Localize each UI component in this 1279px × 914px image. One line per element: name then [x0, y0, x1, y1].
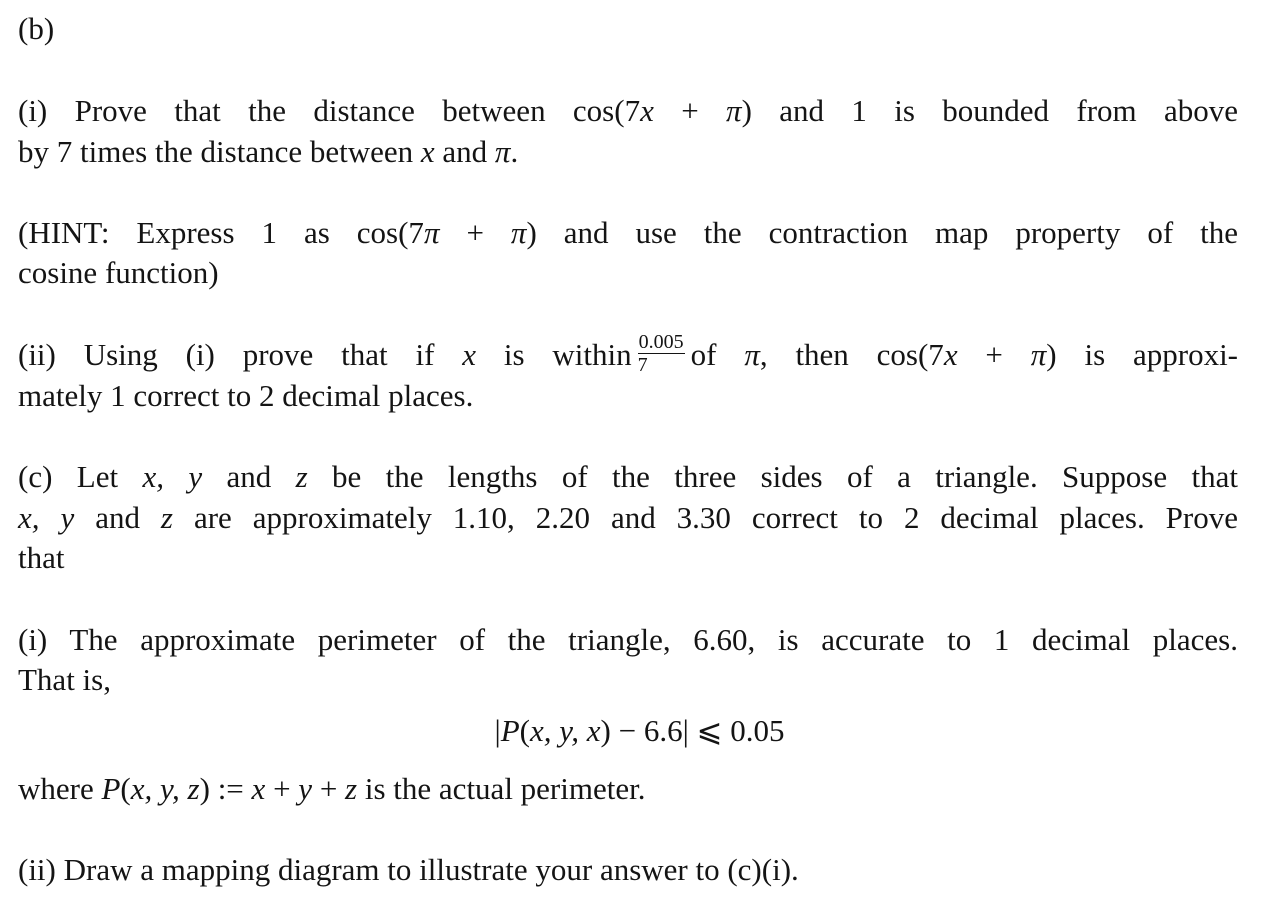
- c-line-1: [18, 458, 1238, 496]
- c-text: (c) Let: [18, 459, 143, 494]
- fraction: [638, 332, 685, 375]
- c-i-line-1: (i) The approximate perimeter of the triangle, 6.60, is accurate to 1 decimal places.: [18, 622, 1238, 657]
- math-x: x: [462, 337, 477, 372]
- fraction-numerator: 0.005: [638, 331, 684, 354]
- c-text: and: [74, 500, 161, 535]
- math-xy: x, y: [142, 459, 203, 494]
- hint-line-1: [18, 214, 1238, 252]
- where-text: ) :=: [199, 771, 252, 806]
- math-P: P: [101, 771, 121, 806]
- c-text: are approximately 1.10, 2.20 and 3.30 correct to 2 decimal places. Prove: [173, 500, 1238, 535]
- perimeter-definition: [18, 770, 645, 808]
- math-pi: π: [494, 134, 511, 169]
- math-x: x: [420, 134, 435, 169]
- c-text: be the lengths of the three sides of a triangle. Suppose that: [307, 459, 1238, 494]
- b-i-line-2: [18, 133, 518, 171]
- c-i-line-2: That is,: [18, 662, 111, 697]
- math-pi: π: [423, 215, 440, 250]
- b-i-text: .: [510, 134, 519, 169]
- math-pi: π: [1030, 337, 1047, 372]
- b-i-line-1: [18, 92, 1238, 130]
- math-z: z: [295, 459, 308, 494]
- where-text: (: [120, 771, 131, 806]
- math-P: P: [500, 713, 520, 748]
- b-ii-text: +: [957, 337, 1031, 372]
- eq-text: ) − 6.6| ⩽ 0.05: [600, 713, 785, 748]
- math-pi: π: [510, 215, 527, 250]
- c-line-3: that: [18, 540, 65, 575]
- c-text: and: [202, 459, 296, 494]
- part-b-label: (b): [18, 11, 55, 46]
- math-z: z: [160, 500, 173, 535]
- where-text: +: [265, 771, 299, 806]
- math-x: x: [943, 337, 958, 372]
- b-i-text: +: [653, 93, 727, 128]
- c-ii-line: (ii) Draw a mapping diagram to illustrate your answer to (c)(i).: [18, 852, 799, 887]
- c-line-2: [18, 499, 1238, 537]
- fraction-denominator: 7: [637, 354, 648, 377]
- b-ii-text: is within: [476, 337, 632, 372]
- b-ii-text: of: [690, 337, 745, 372]
- math-pi: π: [726, 93, 742, 128]
- eq-text: |: [494, 713, 501, 748]
- b-i-text: by 7 times the distance between: [18, 134, 421, 169]
- hint-text: +: [439, 215, 511, 250]
- math-args: x, y, x: [529, 713, 601, 748]
- b-ii-text: ) is approxi-: [1046, 337, 1239, 372]
- eq-text: (: [519, 713, 530, 748]
- where-text: where: [18, 771, 102, 806]
- math-pi: π: [744, 337, 760, 372]
- math-xy: x, y: [18, 500, 75, 535]
- b-i-text: (i) Prove that the distance between cos(7: [18, 93, 641, 128]
- b-ii-line-1: [18, 331, 1239, 379]
- math-x: x: [251, 771, 266, 806]
- where-text: +: [312, 771, 346, 806]
- hint-text: (HINT: Express 1 as cos(7: [18, 215, 424, 250]
- where-text: is the actual perimeter.: [357, 771, 646, 806]
- b-i-text: and: [434, 134, 495, 169]
- hint-line-2: cosine function): [18, 255, 219, 290]
- math-x: x: [640, 93, 654, 128]
- b-ii-line-2: mately 1 correct to 2 decimal places.: [18, 378, 474, 413]
- b-i-text: ) and 1 is bounded from above: [741, 93, 1239, 128]
- math-y: y: [298, 771, 313, 806]
- b-ii-text: , then cos(7: [759, 337, 944, 372]
- b-ii-text: (ii) Using (i) prove that if: [18, 337, 463, 372]
- perimeter-inequality: [0, 712, 1279, 750]
- hint-text: ) and use the contraction map property of the: [526, 215, 1239, 250]
- math-args: x, y, z: [130, 771, 200, 806]
- math-z: z: [345, 771, 358, 806]
